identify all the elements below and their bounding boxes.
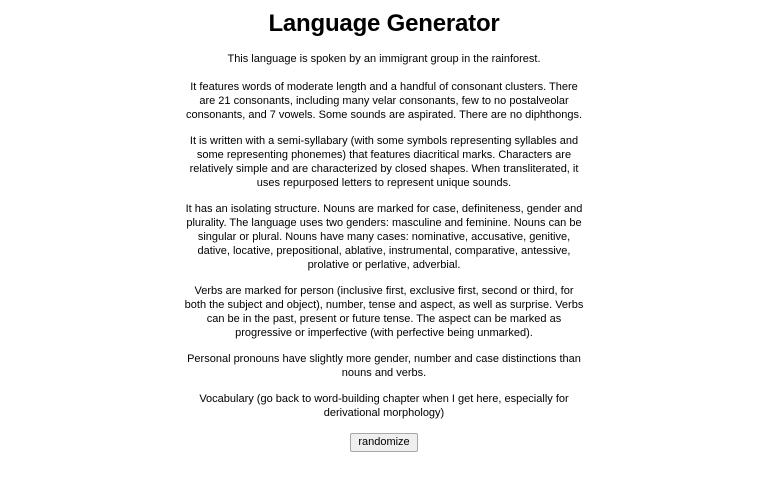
paragraph-writing-system: It is written with a semi-syllabary (with some symbols representing syllables and some representing phonemes) that features diacritical marks. Characters are relatively simple and are characterized by closed shapes. When transliterated, it uses repurposed letters to represent unique sounds. bbox=[189, 135, 579, 189]
randomize-button[interactable]: randomize bbox=[350, 433, 417, 452]
page-title: Language Generator bbox=[268, 10, 500, 37]
paragraph-phonology: It features words of moderate length and a handful of consonant clusters. There are 21 consonants, including many velar consonants, few to no postalveolar consonants, and 7 vowels. Some sounds are aspirated. There are no diphthongs. bbox=[185, 81, 583, 121]
paragraph-nouns: It has an isolating structure. Nouns are marked for case, definiteness, gender and plurality. The language uses two genders: masculine and feminine. Nouns can be singular or plural. Nouns have many cases: nominative, accusative, genitive, dative, locative, prepositional, ablative, instrumental, comparative, antessive, prolative or perlative, adverbial. bbox=[185, 203, 583, 271]
paragraph-vocabulary: Vocabulary (go back to word-building chapter when I get here, especially for derivational morphology) bbox=[199, 393, 569, 419]
paragraph-verbs: Verbs are marked for person (inclusive first, exclusive first, second or third, for both the subject and object), number, tense and aspect, as well as surprise. Verbs can be in the past, present or future tense. The aspect can be marked as progressive or imperfective (with perfective being unmarked). bbox=[184, 285, 584, 339]
paragraph-pronouns: Personal pronouns have slightly more gender, number and case distinctions than nouns and verbs. bbox=[187, 353, 581, 379]
button-row bbox=[184, 432, 584, 452]
paragraph-overview: This language is spoken by an immigrant group in the rainforest. bbox=[227, 53, 541, 65]
description-content bbox=[184, 52, 584, 452]
